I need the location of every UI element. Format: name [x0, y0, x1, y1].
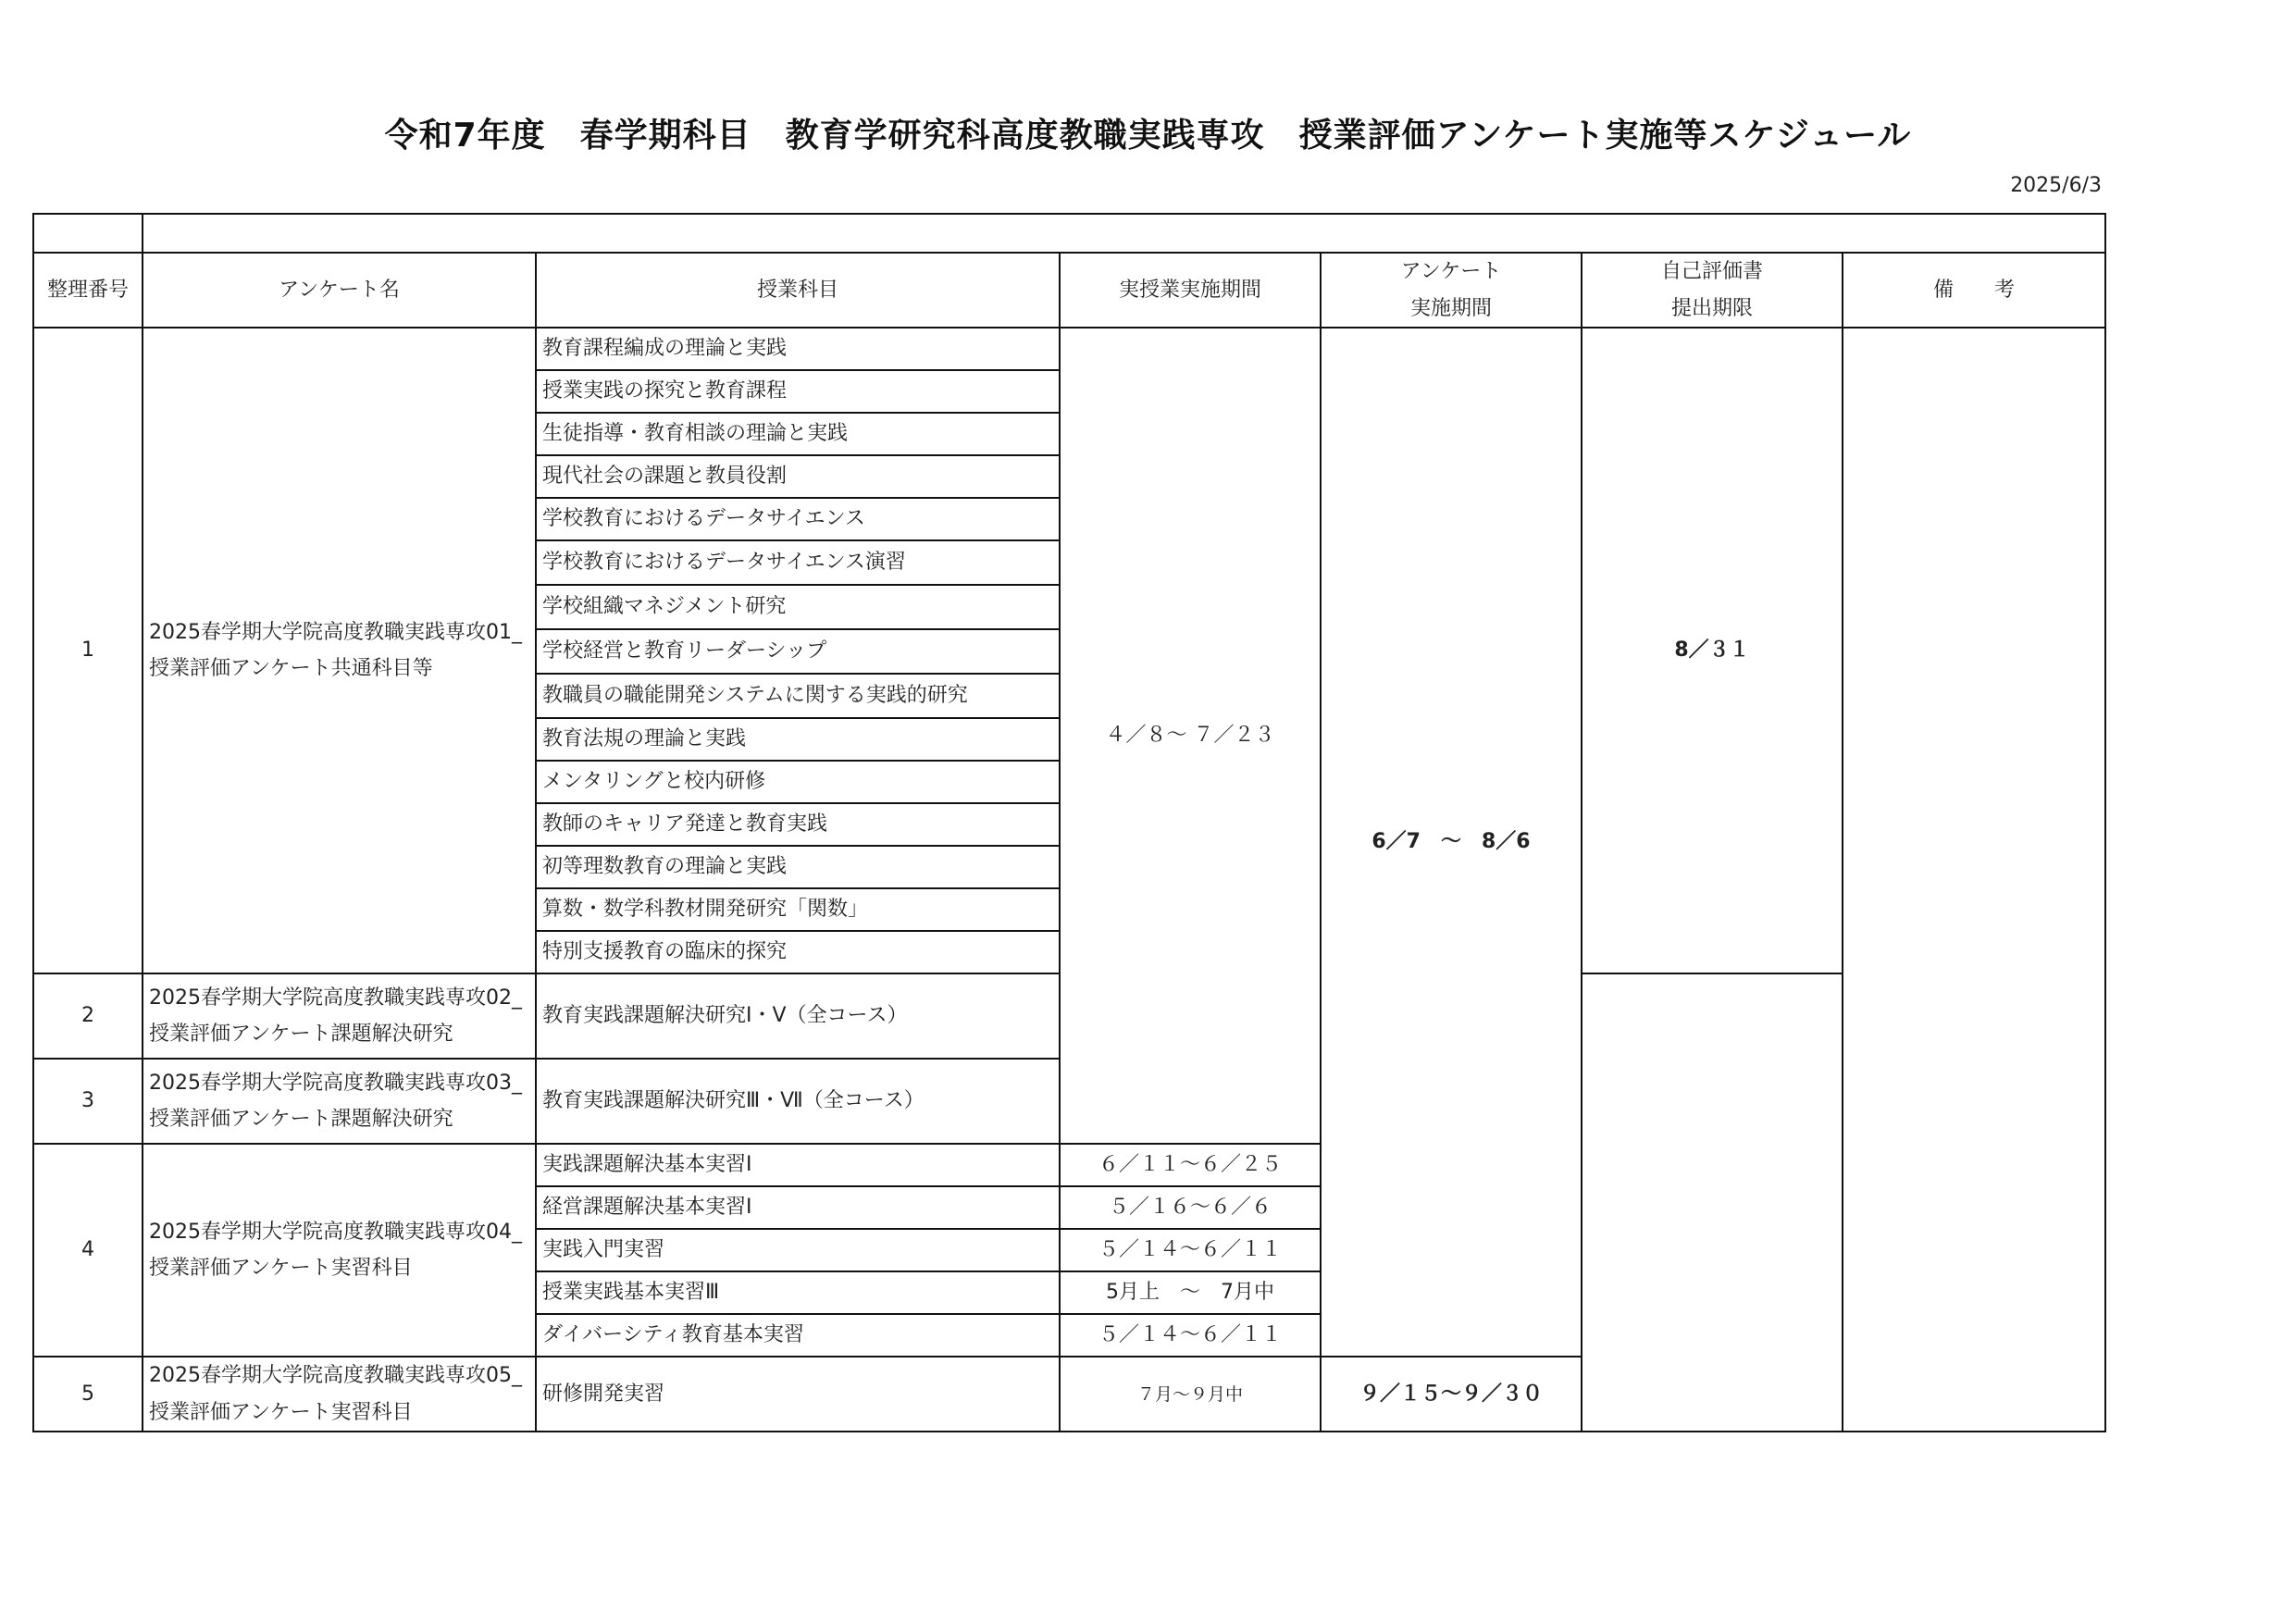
course-cell: 教職員の職能開発システムに関する実践的研究	[536, 674, 1060, 718]
period-cell: 5月上 ～ 7月中	[1060, 1271, 1321, 1314]
survey-line1: 2025春学期大学院高度教職実践専攻02_	[149, 986, 522, 1010]
group-3-survey	[143, 1059, 536, 1144]
course-cell: 学校教育におけるデータサイエンス演習	[536, 540, 1060, 585]
header-self-eval-line2: 提出期限	[1670, 296, 1753, 320]
course-cell: 授業実践の探究と教育課程	[536, 370, 1060, 413]
remarks-cell	[1843, 328, 2105, 1432]
survey-line2: 授業評価アンケート実習科目	[149, 1257, 413, 1281]
header-self-eval-line1: 自己評価書	[1660, 260, 1763, 283]
period-cell: ７月～９月中	[1060, 1357, 1321, 1432]
header-course: 授業科目	[536, 253, 1060, 328]
document-date: 2025/6/3	[2010, 174, 2102, 197]
schedule-table	[32, 213, 2106, 1432]
survey-line2: 授業評価アンケート課題解決研究	[149, 1023, 453, 1047]
blank-cell	[143, 214, 2105, 253]
group-5-no: 5	[33, 1357, 143, 1432]
survey-period-5: ９／１５～９／３０	[1321, 1357, 1582, 1432]
course-cell: 実践課題解決基本実習Ⅰ	[536, 1144, 1060, 1186]
header-self-eval	[1582, 253, 1843, 328]
period-cell: ５／１６～６／６	[1060, 1186, 1321, 1229]
header-no: 整理番号	[33, 253, 143, 328]
table-row	[33, 328, 2105, 370]
survey-line2: 授業評価アンケート課題解決研究	[149, 1108, 453, 1132]
period-cell: ５／１４～６／１１	[1060, 1229, 1321, 1271]
course-cell: 初等理数教育の理論と実践	[536, 846, 1060, 888]
period-1-3: ４／８～ ７／２３	[1060, 328, 1321, 1144]
course-cell: 教育課程編成の理論と実践	[536, 328, 1060, 370]
survey-line1: 2025春学期大学院高度教職実践専攻03_	[149, 1071, 522, 1095]
group-5-survey	[143, 1357, 536, 1432]
header-survey-period-line2: 実施期間	[1409, 296, 1492, 320]
header-survey-period-line1: アンケート	[1400, 260, 1502, 283]
self-eval-1: 8／３１	[1582, 328, 1843, 973]
course-cell: 現代社会の課題と教員役割	[536, 455, 1060, 498]
header-survey: アンケート名	[143, 253, 536, 328]
course-cell: ダイバーシティ教育基本実習	[536, 1314, 1060, 1357]
header-remarks: 備 考	[1843, 253, 2105, 328]
survey-line1: 2025春学期大学院高度教職実践専攻05_	[149, 1364, 522, 1388]
course-cell: 教育実践課題解決研究Ⅰ・Ⅴ（全コース）	[536, 973, 1060, 1059]
course-cell: 授業実践基本実習Ⅲ	[536, 1271, 1060, 1314]
period-cell: ６／１１～６／２５	[1060, 1144, 1321, 1186]
header-survey-period	[1321, 253, 1582, 328]
course-cell: 実践入門実習	[536, 1229, 1060, 1271]
group-1-survey	[143, 328, 536, 973]
course-cell: 学校教育におけるデータサイエンス	[536, 498, 1060, 540]
course-cell: 学校組織マネジメント研究	[536, 585, 1060, 629]
group-3-no: 3	[33, 1059, 143, 1144]
course-cell: 算数・数学科教材開発研究「関数」	[536, 888, 1060, 931]
course-cell: 学校経営と教育リーダーシップ	[536, 629, 1060, 674]
group-2-no: 2	[33, 973, 143, 1059]
survey-line2: 授業評価アンケート共通科目等	[149, 657, 433, 681]
header-period: 実授業実施期間	[1060, 253, 1321, 328]
page-title: 令和7年度 春学期科目 教育学研究科高度教職実践専攻 授業評価アンケート実施等スケジュール	[384, 117, 1912, 155]
group-1-no: 1	[33, 328, 143, 973]
self-eval-blank-cell	[1582, 973, 1843, 1432]
blank-cell	[33, 214, 143, 253]
survey-line2: 授業評価アンケート実習科目	[149, 1400, 413, 1424]
blank-header-row	[33, 214, 2105, 253]
course-cell: 教育法規の理論と実践	[536, 718, 1060, 761]
group-4-survey	[143, 1144, 536, 1357]
header-row	[33, 253, 2105, 328]
course-cell: 生徒指導・教育相談の理論と実践	[536, 413, 1060, 455]
survey-line1: 2025春学期大学院高度教職実践専攻04_	[149, 1220, 522, 1244]
course-cell: 特別支援教育の臨床的探究	[536, 931, 1060, 973]
survey-line1: 2025春学期大学院高度教職実践専攻01_	[149, 620, 522, 644]
survey-period-1-4: 6／7 ～ 8／6	[1321, 328, 1582, 1357]
course-cell: 教師のキャリア発達と教育実践	[536, 803, 1060, 846]
course-cell: 経営課題解決基本実習Ⅰ	[536, 1186, 1060, 1229]
period-cell: ５／１４～６／１１	[1060, 1314, 1321, 1357]
group-2-survey	[143, 973, 536, 1059]
group-4-no: 4	[33, 1144, 143, 1357]
course-cell: メンタリングと校内研修	[536, 761, 1060, 803]
course-cell: 教育実践課題解決研究Ⅲ・Ⅶ（全コース）	[536, 1059, 1060, 1144]
course-cell: 研修開発実習	[536, 1357, 1060, 1432]
